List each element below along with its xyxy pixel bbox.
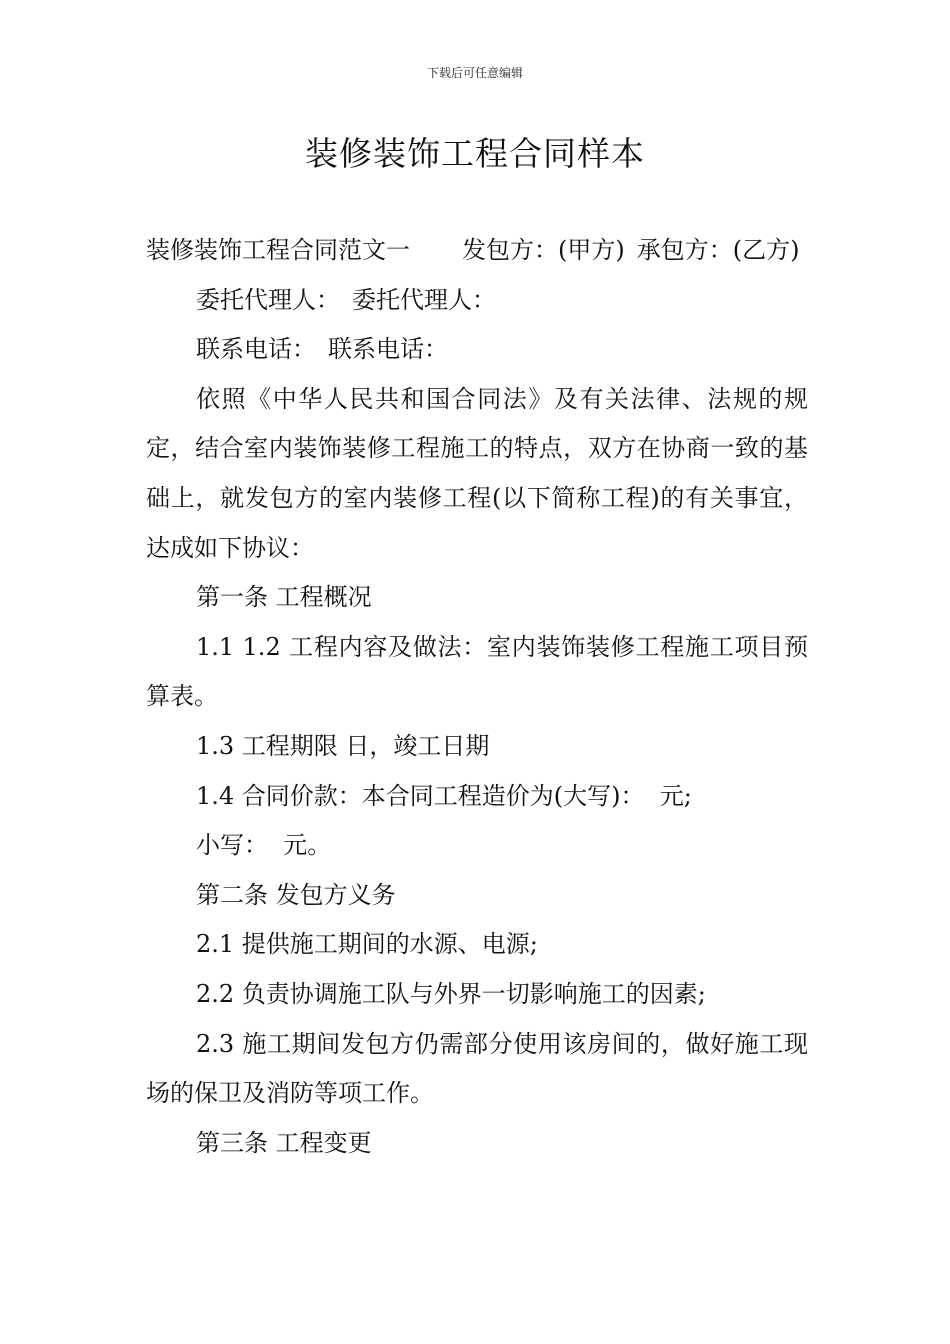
intro-heading: 装修装饰工程合同范文一 (146, 236, 410, 264)
clause-1-4-lowercase: 小写： 元。 (196, 831, 332, 860)
header-note: 下载后可任意编辑 (426, 66, 523, 80)
clause-2-2: 2.2 负责协调施工队与外界一切影响施工的因素; (196, 979, 706, 1008)
agent-line (146, 276, 808, 326)
clause-1-4: 1.4 合同价款：本合同工程造价为(大写)： 元; (196, 781, 692, 810)
clause-1-1: 1.1 1.2 工程内容及做法：室内装饰装修工程施工项目预算表。 (146, 632, 808, 711)
agent-label-a: 委托代理人： (196, 285, 340, 314)
article-1-heading: 第一条 工程概况 (196, 583, 372, 612)
phone-label-b: 联系电话： (328, 335, 448, 364)
intro-paragraph (146, 226, 808, 276)
phone-line (146, 325, 808, 375)
article-3-heading: 第三条 工程变更 (196, 1128, 372, 1157)
clause-2-3: 2.3 施工期间发包方仍需部分使用该房间的，做好施工现场的保卫及消防等项工作。 (146, 1029, 808, 1108)
clause-1-3: 1.3 工程期限 日，竣工日期 (196, 731, 490, 760)
agent-label-b: 委托代理人： (352, 285, 496, 314)
document-body (146, 226, 808, 1168)
party-b-label: 承包方：(乙方) (636, 236, 800, 264)
phone-label-a: 联系电话： (196, 335, 316, 364)
party-a-label: 发包方：(甲方) (462, 236, 625, 264)
clause-2-1: 2.1 提供施工期间的水源、电源; (196, 930, 538, 959)
document-title: 装修装饰工程合同样本 (305, 134, 645, 173)
article-2-heading: 第二条 发包方义务 (196, 880, 396, 909)
preamble-paragraph: 依照《中华人民共和国合同法》及有关法律、法规的规定，结合室内装饰装修工程施工的特点，双方在协商一致的基础上，就发包方的室内装修工程(以下简称工程)的有关事宜，达成如下协议： (146, 384, 808, 562)
